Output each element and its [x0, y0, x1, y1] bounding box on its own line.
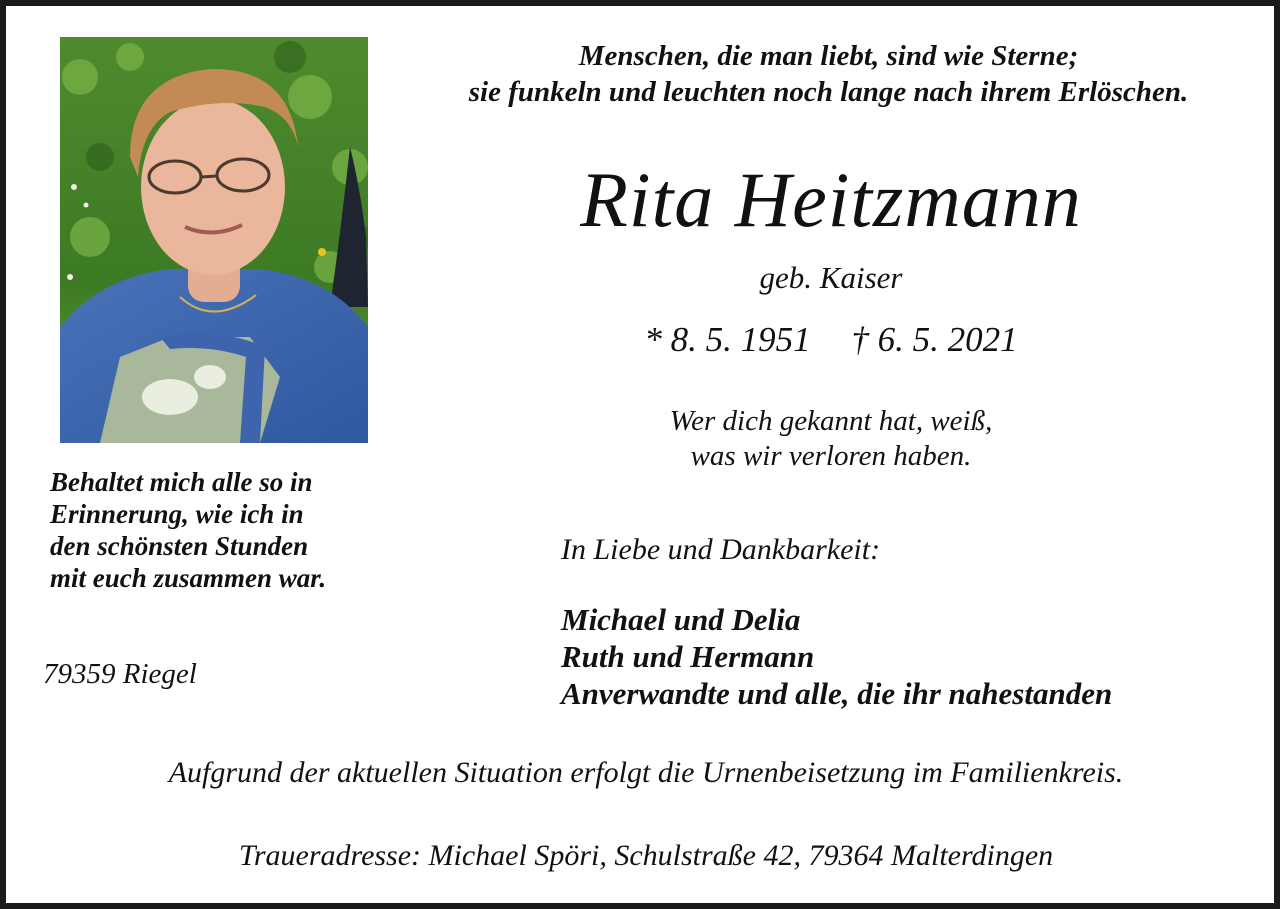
thanks-line: In Liebe und Dankbarkeit: [561, 533, 881, 566]
birth-date: * 8. 5. 1951 [644, 320, 811, 359]
portrait-photo [60, 37, 368, 443]
deceased-name: Rita Heitzmann [580, 156, 1082, 243]
mourner-1: Michael und Delia [561, 602, 801, 637]
left-quote-line-4: mit euch zusammen war. [50, 563, 327, 593]
mourner-3: Anverwandte und alle, die ihr nahestanden [561, 676, 1113, 711]
left-quote-line-3: den schönsten Stunden [50, 531, 309, 561]
top-quote [401, 38, 1256, 110]
burial-notice: Aufgrund der aktuellen Situation erfolgt die Urnenbeisetzung im Familienkreis. [168, 756, 1124, 789]
middle-quote-line-2: was wir verloren haben. [690, 440, 972, 472]
left-quote-line-2: Erinnerung, wie ich in [50, 499, 304, 529]
life-dates [586, 319, 1076, 361]
maiden-name: geb. Kaiser [759, 260, 903, 295]
top-quote-line-1: Menschen, die man liebt, sind wie Sterne; [578, 40, 1079, 72]
left-quote-line-1: Behaltet mich alle so in [50, 467, 313, 497]
middle-quote [566, 404, 1096, 474]
mourning-address: Traueradresse: Michael Spöri, Schulstraße 42, 79364 Malterdingen [238, 839, 1054, 872]
middle-quote-line-1: Wer dich gekannt hat, weiß, [669, 405, 993, 437]
mourners-list [561, 601, 1261, 712]
left-quote [50, 466, 410, 594]
place: 79359 Riegel [43, 658, 197, 690]
mourner-2: Ruth und Hermann [561, 639, 815, 674]
top-quote-line-2: sie funkeln und leuchten noch lange nach ihrem Erlöschen. [468, 76, 1189, 108]
death-date: † 6. 5. 2021 [851, 320, 1018, 359]
